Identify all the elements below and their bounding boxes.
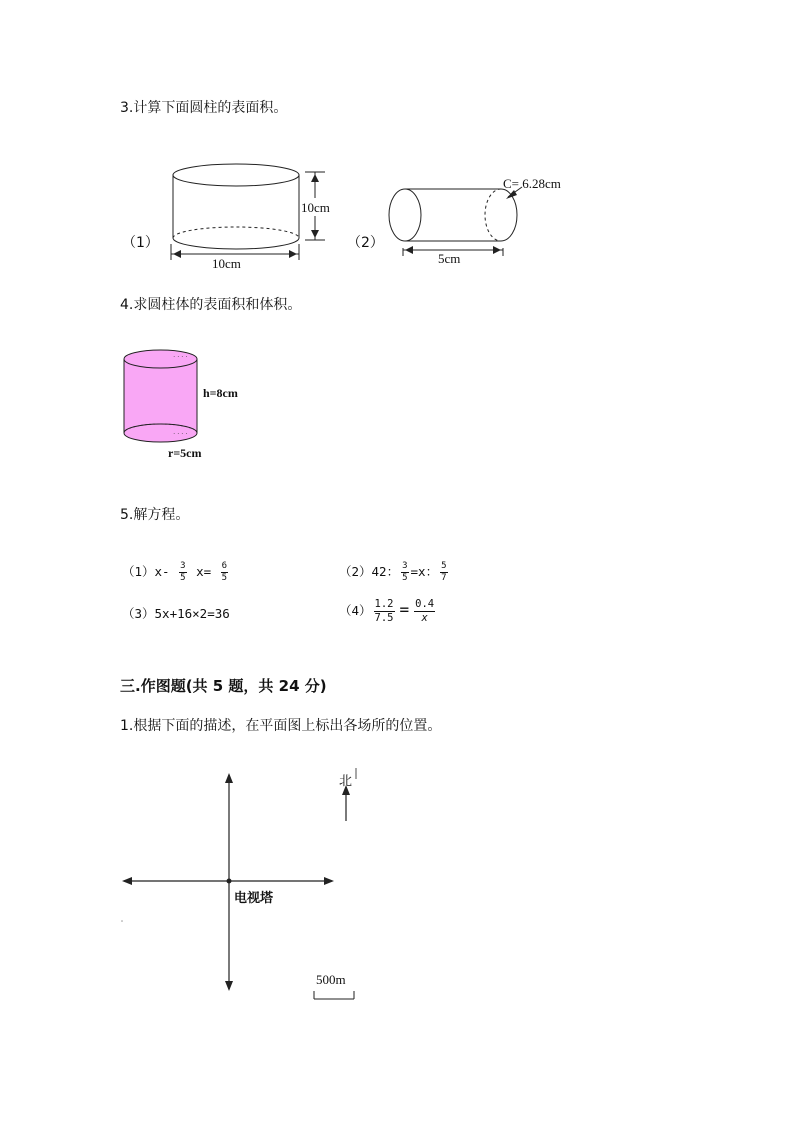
svg-text:· · · ·: · · · · <box>173 353 188 361</box>
eq1-label: （1） <box>122 564 155 579</box>
eq2-part-a: 42： <box>371 564 400 579</box>
eq1-f2-denominator: 5 <box>221 573 228 583</box>
cylinder-figure-3 <box>118 345 208 445</box>
fig1-diameter-label: 10cm <box>212 256 241 271</box>
eq2-fraction-1 <box>401 561 408 584</box>
eq1-fraction-2 <box>221 561 228 584</box>
q3-title: 3.计算下面圆柱的表面积。 <box>120 100 288 116</box>
eq2-f2-denominator: 7 <box>441 573 447 583</box>
eq1-f1-numerator: 3 <box>180 561 186 571</box>
eq4-f1-numerator: 1.2 <box>374 598 394 610</box>
eq3-text: 5x+16×2=36 <box>154 606 230 621</box>
eq2-label: （2） <box>339 564 372 579</box>
fig2-circumference-label: C= 6.28cm <box>503 176 561 191</box>
eq2-part-b: =x： <box>410 564 439 579</box>
eq3-label: （3） <box>122 606 155 621</box>
eq1-part-a: x- <box>154 564 170 579</box>
eq4-label: （4） <box>339 603 372 618</box>
q4-radius-label: r=5cm <box>168 446 202 460</box>
eq4-equals: = <box>399 600 410 619</box>
eq2-f2-numerator: 5 <box>441 561 447 571</box>
eq2-f1-numerator: 3 <box>402 561 408 571</box>
q3-fig2-label: （2） <box>347 235 384 251</box>
eq1-f2-numerator: 6 <box>221 561 228 571</box>
fig1-height-label: 10cm <box>301 200 330 215</box>
eq1-fraction-1 <box>179 561 186 584</box>
eq4-fraction-2 <box>414 598 435 625</box>
eq4-fraction-1 <box>374 598 395 625</box>
eq4-f2-denominator: x <box>421 612 428 624</box>
equation-2 <box>339 561 450 584</box>
equation-1 <box>122 561 230 584</box>
drawing-question-title: 1.根据下面的描述，在平面图上标出各场所的位置。 <box>120 718 442 734</box>
eq1-part-b: x= <box>196 564 212 579</box>
q4-title: 4.求圆柱体的表面积和体积。 <box>120 297 302 313</box>
section-3-heading: 三.作图题(共 5 题，共 24 分) <box>120 677 327 695</box>
q5-title: 5.解方程。 <box>120 507 190 523</box>
eq2-fraction-2 <box>440 561 447 584</box>
tv-tower-label: 电视塔 <box>234 891 274 906</box>
map-axes <box>118 765 378 1005</box>
fig2-length-label: 5cm <box>438 251 461 266</box>
eq1-f1-denominator: 5 <box>180 573 186 583</box>
eq2-f1-denominator: 5 <box>402 573 408 583</box>
equation-3 <box>122 604 230 622</box>
scale-label: 500m <box>316 972 346 987</box>
q3-fig1-label: （1） <box>122 235 159 251</box>
cylinder-figure-1 <box>160 160 350 275</box>
svg-text:· · · ·: · · · · <box>173 430 188 438</box>
north-label: 北 <box>339 774 353 789</box>
q4-height-label: h=8cm <box>203 386 238 400</box>
eq4-f1-denominator: 7.5 <box>374 612 394 624</box>
eq4-f2-numerator: 0.4 <box>415 598 435 610</box>
equation-4 <box>339 598 437 625</box>
